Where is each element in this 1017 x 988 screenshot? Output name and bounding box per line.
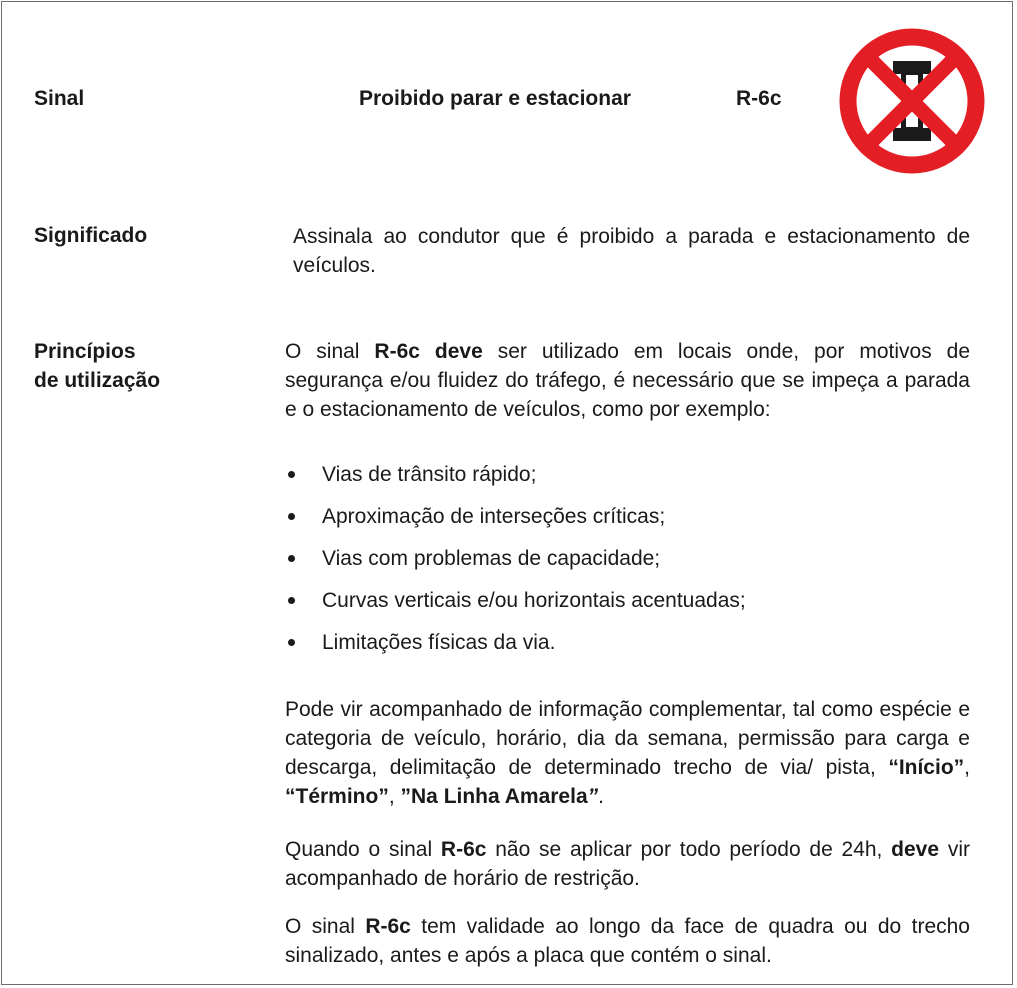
intro-must: deve [419, 340, 483, 363]
validity-paragraph [285, 912, 970, 970]
list-item-text: Vias com problemas de capacidade; [322, 547, 661, 570]
complement-sep-1: , [964, 756, 970, 779]
complement-quote-termino: “Término” [285, 785, 389, 808]
schedule-code: R-6c [440, 838, 487, 861]
complement-sep-2: , [388, 785, 401, 808]
intro-text-1: O sinal [285, 340, 375, 363]
meaning-text: Assinala ao condutor que é proibido a parada e estacionamento de veículos. [293, 225, 970, 277]
principles-label-line2: de utilização [34, 369, 161, 392]
list-item [285, 544, 970, 586]
sign-name: Proibido parar e estacionar [359, 87, 631, 110]
schedule-text-1: Quando o sinal [285, 838, 441, 861]
no-stopping-no-parking-sign-icon [838, 28, 986, 174]
validity-text-1: O sinal [285, 915, 366, 938]
complement-quote-linha-amarela: ”Na Linha Amarela [400, 785, 588, 808]
list-item-text: Limitações físicas da via. [322, 631, 556, 654]
bullet-icon [288, 513, 295, 520]
complement-paragraph [285, 695, 970, 811]
schedule-text-3: vir acompanhado de horário de restrição. [285, 838, 970, 890]
complement-quote-inicio: “Início” [888, 756, 965, 779]
complement-text: Pode vir acompanhado de informação complementar, tal como espécie e categoria de veículo, horário, dia da semana, permissão para carga e descarga, delimitação de determinado trecho de via/ pista, [285, 698, 970, 779]
principles-label [34, 337, 160, 395]
list-item-text: Vias de trânsito rápido; [322, 463, 537, 486]
principles-intro [285, 337, 970, 424]
validity-text-2: tem validade ao longo da face de quadra ou do trecho sinalizado, antes e após a placa que contém o sinal. [285, 915, 970, 967]
list-item [285, 502, 970, 544]
list-item [285, 460, 970, 502]
schedule-text-2: não se aplicar por todo período de 24h, [486, 838, 892, 861]
list-item-text: Curvas verticais e/ou horizontais acentuadas; [322, 589, 746, 612]
validity-code: R-6c [365, 915, 411, 938]
schedule-must: deve [891, 838, 940, 861]
bullet-icon [288, 639, 295, 646]
bullet-icon [288, 597, 295, 604]
complement-quote-close: ” [587, 785, 599, 808]
bullet-icon [288, 555, 295, 562]
sign-label: Sinal [34, 87, 85, 110]
list-item-text: Aproximação de interseções críticas; [322, 505, 666, 528]
intro-code: R-6c [374, 340, 420, 363]
schedule-paragraph [285, 835, 970, 893]
bullet-icon [288, 471, 295, 478]
intro-text-2: ser utilizado em locais onde, por motivos de segurança e/ou fluidez do tráfego, é necessário que se impeça a parada e o estacionamento de veículos, como por exemplo: [285, 340, 970, 421]
principles-label-line1: Princípios [34, 340, 136, 363]
meaning-label: Significado [34, 224, 148, 247]
sign-code: R-6c [736, 87, 782, 110]
complement-end: . [598, 785, 604, 808]
examples-list [285, 460, 970, 670]
list-item [285, 628, 970, 670]
list-item [285, 586, 970, 628]
